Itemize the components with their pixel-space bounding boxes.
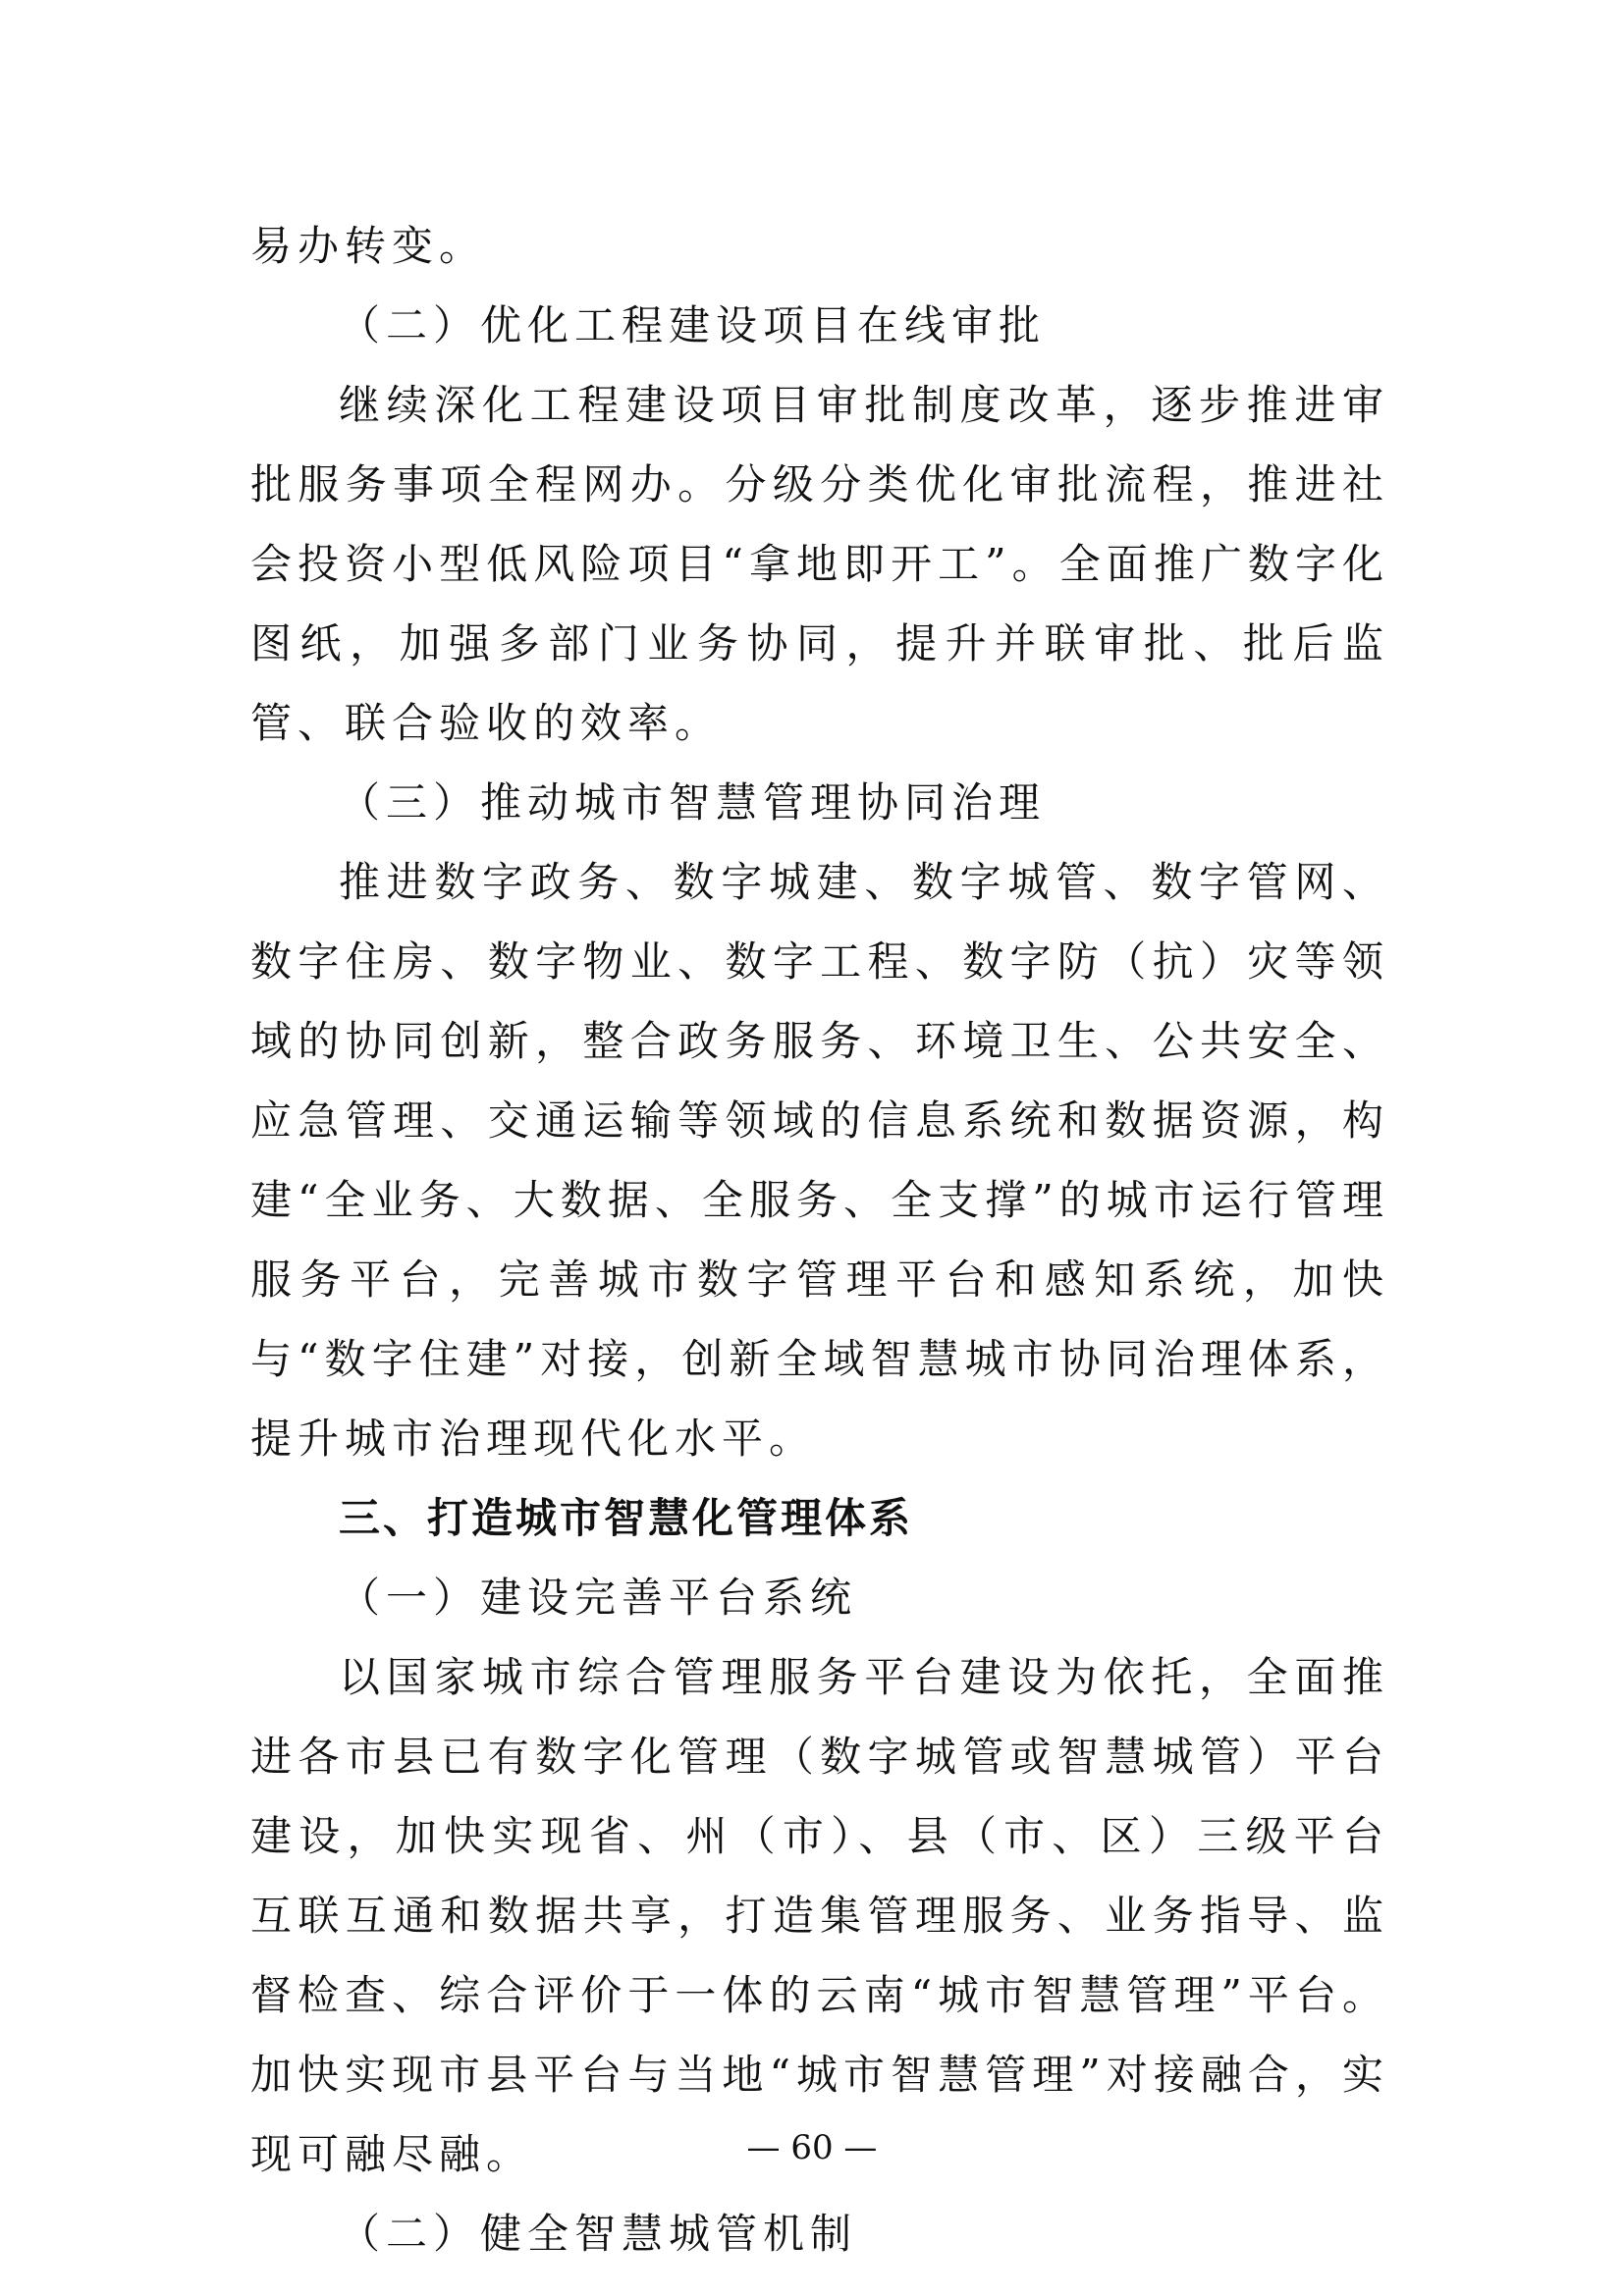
paragraph-platform-construction: 以国家城市综合管理服务平台建设为依托，全面推进各市县已有数字化管理（数字城管或智慧城管）平台建设，加快实现省、州（市）、县（市、区）三级平台互联互通和数据共享，打造集管理服务、业务指导、监督检查、综合评价于一体的云南“城市智慧管理”平台。加快实现市县平台与当地“城市智慧管理”对接融合，实现可融尽融。 xyxy=(250,1653,1389,2178)
paragraph-approval-reform: 继续深化工程建设项目审批制度改革，逐步推进审批服务事项全程网办。分级分类优化审批流程，推进社会投资小型低风险项目“拿地即开工”。全面推广数字化图纸，加强多部门业务协同，提升并联审批、批后监管、联合验收的效率。 xyxy=(250,381,1389,747)
subheading-collaborative-governance: （三）推动城市智慧管理协同治理 xyxy=(339,778,1047,827)
page-number: — 60 — xyxy=(746,2128,878,2167)
paragraph-digital-innovation: 推进数字政务、数字城建、数字城管、数字管网、数字住房、数字物业、数字工程、数字防（抗）灾等领域的协同创新，整合政务服务、环境卫生、公共安全、应急管理、交通运输等领域的信息系统和数据资源，构建“全业务、大数据、全服务、全支撑”的城市运行管理服务平台，完善城市数字管理平台和感知系统，加快与“数字住建”对接，创新全域智慧城市协同治理体系，提升城市治理现代化水平。 xyxy=(250,858,1389,1463)
subheading-platform-system: （一）建设完善平台系统 xyxy=(339,1574,858,1622)
document-body xyxy=(250,206,1389,2273)
section-heading-smart-management: 三、打造城市智慧化管理体系 xyxy=(339,1494,914,1542)
paragraph-continuation: 易办转变。 xyxy=(250,222,487,270)
subheading-optimize-approval: （二）优化工程建设项目在线审批 xyxy=(339,301,1047,349)
subheading-smart-city-mechanism: （二）健全智慧城管机制 xyxy=(339,2210,858,2258)
